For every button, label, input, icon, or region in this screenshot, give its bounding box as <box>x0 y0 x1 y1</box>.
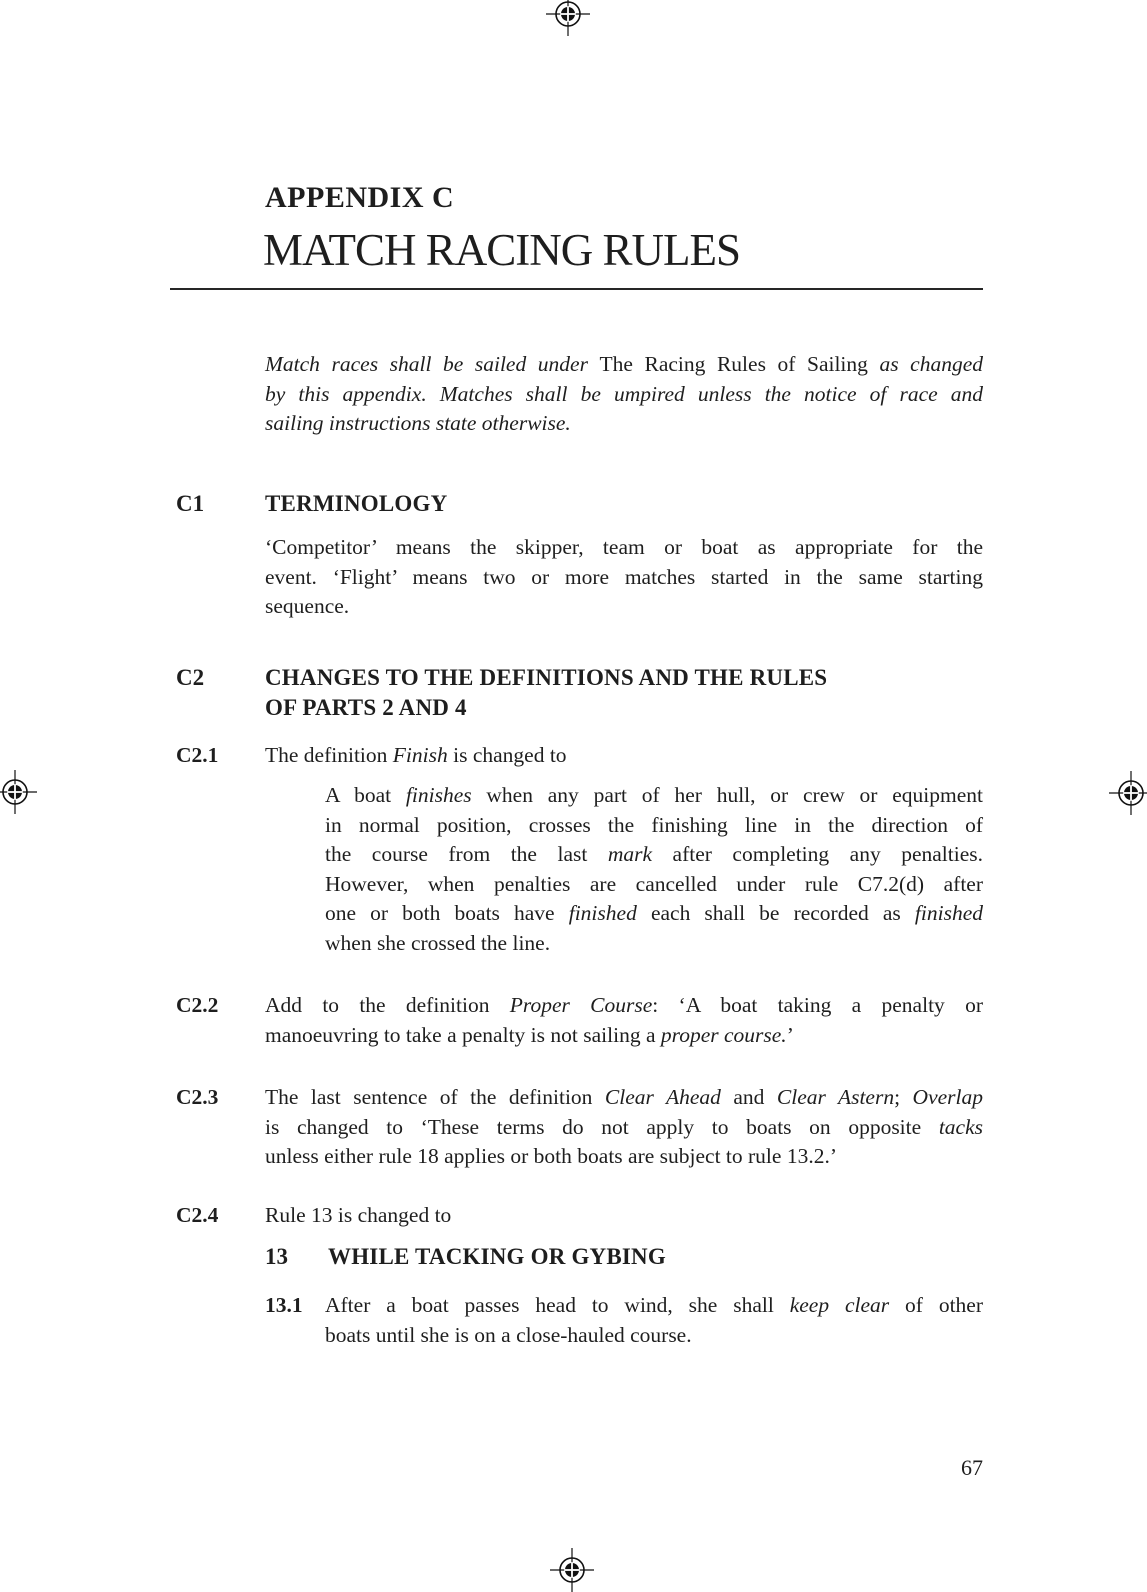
rule-13-1 <box>265 1291 983 1350</box>
section-c2-2 <box>176 991 983 1050</box>
text-line: sequence. <box>265 594 350 618</box>
section-heading-line2: OF PARTS 2 AND 4 <box>265 695 467 720</box>
rule-13-1-row <box>176 1291 983 1350</box>
label-spacer <box>176 1242 265 1272</box>
text-line: by this appendix. Matches shall be umpired unless the notice of race and <box>265 381 983 406</box>
section-label: C2.3 <box>176 1085 219 1109</box>
section-heading <box>265 663 983 723</box>
text-line: in normal position, crosses the finishing line in the direction of <box>325 812 983 837</box>
text-line: The definition Finish is changed to <box>265 743 567 767</box>
intro-paragraph <box>176 350 983 439</box>
text-line: boats until she is on a close-hauled course. <box>325 1322 692 1347</box>
registration-mark-icon <box>550 1548 594 1592</box>
page-number: 67 <box>961 1455 983 1480</box>
section-c2-3 <box>176 1083 983 1172</box>
text-line: Rule 13 is changed to <box>265 1203 452 1227</box>
registration-mark-icon <box>1109 771 1147 815</box>
text-line: event. ‘Flight’ means two or more matches started in the same starting <box>265 564 983 589</box>
rule-title: WHILE TACKING OR GYBING <box>328 1244 666 1269</box>
section-c1-heading <box>176 489 983 519</box>
rule-body-text <box>325 1291 983 1350</box>
title-divider <box>170 288 983 290</box>
section-body-text <box>265 1201 983 1231</box>
section-body-text <box>265 533 983 622</box>
section-label: C2.4 <box>176 1203 219 1227</box>
text-line: sailing instructions state otherwise. <box>265 411 571 435</box>
label-spacer <box>176 1291 265 1350</box>
rule-number: 13.1 <box>265 1293 303 1317</box>
section-heading: TERMINOLOGY <box>265 491 448 516</box>
text-line: The last sentence of the definition Clear Ahead and Clear Astern; Overlap <box>265 1085 983 1109</box>
rule-number: 13 <box>265 1244 288 1269</box>
rule-13-heading <box>265 1242 983 1272</box>
section-label: C2 <box>176 665 205 690</box>
section-c2-4 <box>176 1201 983 1231</box>
text-line: However, when penalties are cancelled under rule C7.2(d) after <box>325 871 983 896</box>
registration-mark-icon <box>546 0 590 36</box>
label-spacer <box>176 533 265 622</box>
section-body-text <box>265 1083 983 1172</box>
section-label: C1 <box>176 491 205 516</box>
text-line: After a boat passes head to wind, she shall keep clear of other <box>325 1293 983 1317</box>
text-line: the course from the last mark after completing any penalties. <box>325 842 983 866</box>
text-line: Match races shall be sailed under The Racing Rules of Sailing as changed <box>265 352 983 376</box>
text-line: manoeuvring to take a penalty is not sailing a proper course.’ <box>265 1022 794 1047</box>
section-c2-1 <box>176 741 983 771</box>
text-line: A boat finishes when any part of her hull, or crew or equipment <box>325 783 983 807</box>
registration-mark-icon <box>0 770 37 814</box>
section-c2-heading <box>176 663 983 723</box>
section-label: C2.1 <box>176 743 219 767</box>
intro-text <box>265 350 983 439</box>
page-title: MATCH RACING RULES <box>263 225 741 275</box>
section-body-text <box>265 991 983 1050</box>
rule-13-heading-row <box>176 1242 983 1272</box>
text-line: unless either rule 18 applies or both boats are subject to rule 13.2.’ <box>265 1144 837 1168</box>
section-c1-body <box>176 533 983 622</box>
section-body-text <box>265 741 983 771</box>
section-label: C2.2 <box>176 993 219 1017</box>
text-line: is changed to ‘These terms do not apply to boats on opposite tacks <box>265 1114 983 1139</box>
text-line: when she crossed the line. <box>325 930 551 955</box>
text-line: ‘Competitor’ means the skipper, team or boat as appropriate for the <box>265 535 983 559</box>
definition-block <box>325 781 983 958</box>
text-line: Add to the definition Proper Course: ‘A boat taking a penalty or <box>265 993 983 1017</box>
appendix-kicker: APPENDIX C <box>265 181 455 214</box>
intro-label-spacer <box>176 350 265 439</box>
section-heading-line1: CHANGES TO THE DEFINITIONS AND THE RULES <box>265 665 828 690</box>
text-line: one or both boats have finished each shall be recorded as finished <box>325 901 983 925</box>
